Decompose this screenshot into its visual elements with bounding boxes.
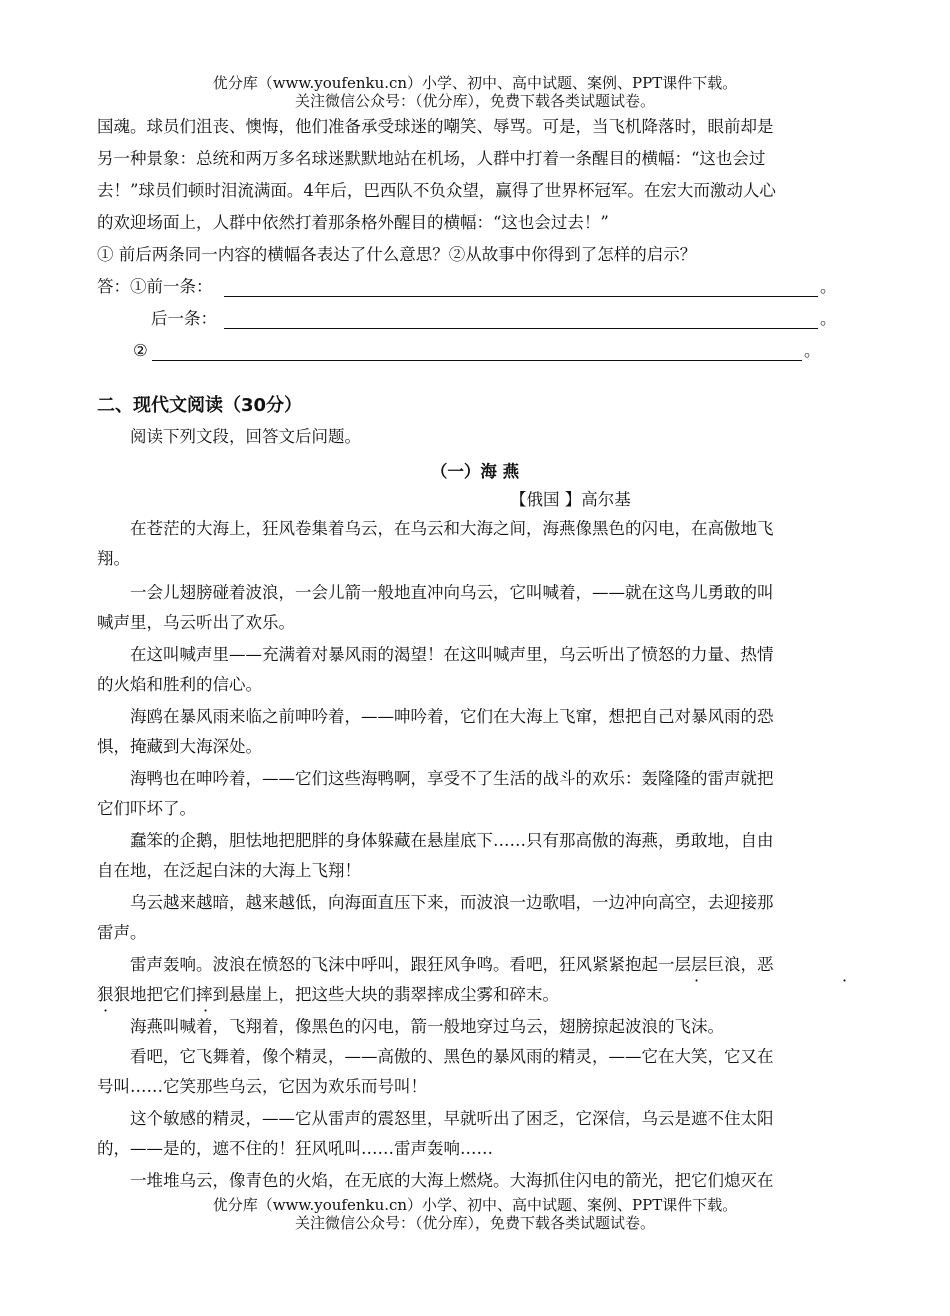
answer-2-period: 。 — [820, 309, 837, 328]
paragraph-line: 在这叫喊声里——充满着对暴风雨的渴望！在这叫喊声里，乌云听出了愤怒的力量、热情 — [130, 645, 774, 664]
answer-3-blank[interactable] — [152, 360, 802, 361]
paragraph-line: 看吧，它飞舞着，像个精灵，——高傲的、黑色的暴风雨的精灵，——它在大笑，它又在 — [130, 1047, 774, 1066]
paragraph-line: 海鸭也在呻吟着，——它们这些海鸭啊，享受不了生活的战斗的欢乐：轰隆隆的雷声就把 — [130, 769, 774, 788]
paragraph-line: 海燕叫喊着，飞翔着，像黑色的闪电，箭一般地穿过乌云，翅膀掠起波浪的飞沫。 — [130, 1017, 724, 1036]
story-line: 国魂。球员们沮丧、懊悔，他们准备承受球迷的嘲笑、辱骂。可是，当飞机降落时，眼前却是 — [97, 117, 774, 136]
story-line: 去！”球员们顿时泪流满面。4年后，巴西队不负众望，赢得了世界杯冠军。在宏大而激动人心 — [97, 181, 776, 200]
emphasis-dot: · — [842, 971, 848, 990]
answer-1-period: 。 — [820, 277, 837, 296]
paragraph-line: 雷声。 — [97, 923, 147, 942]
answer-prefix: 答： — [97, 277, 130, 296]
paragraph-line: 蠢笨的企鹅，胆怯地把肥胖的身体躲藏在悬崖底下……只有那高傲的海燕，勇敢地，自由 — [130, 831, 774, 850]
passage-title: （一）海 燕 — [430, 462, 520, 481]
passage-author: 【俄国 】高尔基 — [510, 490, 631, 509]
paragraph-line: 一堆堆乌云，像青色的火焰，在无底的大海上燃烧。大海抓住闪电的箭光，把它们熄灭在 — [130, 1171, 774, 1190]
paragraph-line: 的，——是的，遮不住的！狂风吼叫……雷声轰响…… — [97, 1139, 493, 1158]
story-line: 另一种景象：总统和两万多名球迷默默地站在机场，人群中打着一条醒目的横幅：“这也会过 — [97, 149, 766, 168]
paragraph-line: 这个敏感的精灵，——它从雷声的震怒里，早就听出了困乏，它深信，乌云是遮不住太阳 — [130, 1109, 774, 1128]
answer-3-period: 。 — [804, 341, 821, 360]
paragraph-line: 的火焰和胜利的信心。 — [97, 675, 262, 694]
emphasis-dot: · — [203, 1001, 209, 1020]
header-line-2: 关注微信公众号：（优分库），免费下载各类试题试卷。 — [294, 92, 655, 110]
section-instruction: 阅读下列文段，回答文后问题。 — [130, 427, 361, 446]
emphasis-dot: · — [103, 1001, 109, 1020]
paragraph-line: 乌云越来越暗，越来越低，向海面直压下来，而波浪一边歌唱，一边冲向高空，去迎接那 — [130, 893, 774, 912]
answer-2-blank[interactable] — [224, 328, 818, 329]
paragraph-line: 一会儿翅膀碰着波浪，一会儿箭一般地直冲向乌云，它叫喊着，——就在这鸟儿勇敢的叫 — [130, 583, 774, 602]
paragraph-line: 海鸥在暴风雨来临之前呻吟着，——呻吟着，它们在大海上飞窜，想把自己对暴风雨的恐 — [130, 707, 774, 726]
paragraph-line: 它们吓坏了。 — [97, 799, 196, 818]
story-line: 的欢迎场面上，人群中依然打着那条格外醒目的横幅：“这也会过去！” — [97, 213, 609, 232]
header-line-1: 优分库（www.youfenku.cn）小学、初中、高中试题、案例、PPT课件下载。 — [212, 74, 738, 92]
emphasis-dot: · — [694, 971, 700, 990]
question-text: ① 前后两条同一内容的横幅各表达了什么意思？②从故事中你得到了怎样的启示？ — [97, 245, 697, 264]
footer-line-1: 优分库（www.youfenku.cn）小学、初中、高中试题、案例、PPT课件下载。 — [212, 1196, 738, 1214]
paragraph-line: 狠狠地把它们摔到悬崖上，把这些大块的翡翠摔成尘雾和碎末。 — [97, 985, 559, 1004]
paragraph-line: 惧，掩藏到大海深处。 — [97, 737, 262, 756]
answer-3-label: ② — [133, 341, 148, 360]
footer-line-2: 关注微信公众号：（优分库），免费下载各类试题试卷。 — [294, 1214, 655, 1232]
paragraph-line: 翔。 — [97, 549, 130, 568]
answer-2-label: 后一条： — [151, 309, 217, 328]
paragraph-line: 自在地，在泛起白沫的大海上飞翔！ — [97, 861, 361, 880]
paragraph-line: 号叫……它笑那些乌云，它因为欢乐而号叫！ — [97, 1077, 427, 1096]
answer-1-blank[interactable] — [224, 296, 818, 297]
answer-1-label: ①前一条： — [130, 277, 213, 296]
paragraph-line: 雷声轰响。波浪在愤怒的飞沫中呼叫，跟狂风争鸣。看吧，狂风紧紧抱起一层层巨浪，恶 — [130, 955, 774, 974]
section-title: 二、现代文阅读（30分） — [97, 395, 303, 416]
paragraph-line: 在苍茫的大海上，狂风卷集着乌云，在乌云和大海之间，海燕像黑色的闪电，在高傲地飞 — [130, 519, 774, 538]
paragraph-line: 喊声里，乌云听出了欢乐。 — [97, 613, 295, 632]
